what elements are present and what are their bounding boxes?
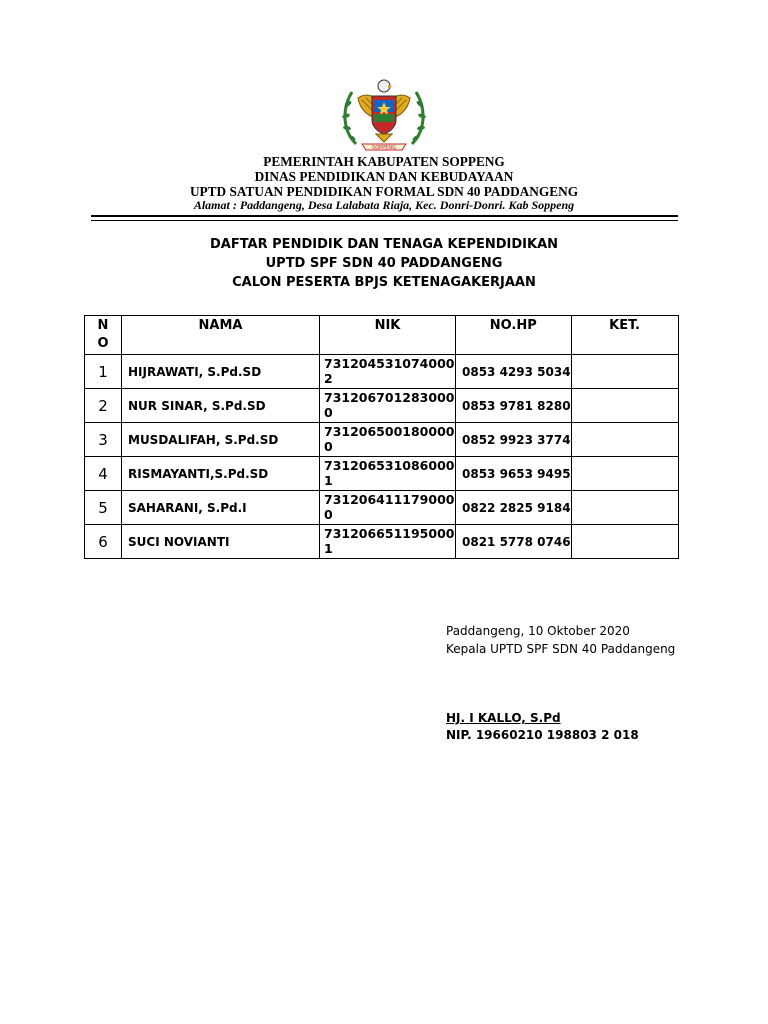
- ribbon-text: SOPPENG: [372, 145, 396, 151]
- header-nohp: NO.HP: [456, 316, 572, 355]
- cell-nama: SAHARANI, S.Pd.I: [122, 491, 320, 525]
- table-row: [85, 457, 679, 491]
- table-row: [85, 491, 679, 525]
- table-row: [85, 355, 679, 389]
- cell-nik: 731206531086000 1: [320, 457, 456, 491]
- eagle-emblem-icon: [336, 74, 432, 154]
- letterhead-thick-divider: [91, 215, 678, 217]
- cell-nama: SUCI NOVIANTI: [122, 525, 320, 559]
- cell-nik: 731206500180000 0: [320, 423, 456, 457]
- cell-nohp: 0822 2825 9184: [456, 491, 572, 525]
- cell-no: 1: [85, 355, 122, 389]
- staff-table: [84, 315, 679, 559]
- cell-nohp: 0853 9653 9495: [456, 457, 572, 491]
- cell-ket: [571, 457, 678, 491]
- letterhead-government: PEMERINTAH KABUPATEN SOPPENG: [263, 154, 505, 169]
- letterhead-thin-divider: [91, 220, 678, 221]
- header-nik: NIK: [320, 316, 456, 355]
- table-row: [85, 525, 679, 559]
- header-ket: KET.: [571, 316, 678, 355]
- letterhead-department: DINAS PENDIDIKAN DAN KEBUDAYAAN: [254, 169, 514, 184]
- table-row: [85, 423, 679, 457]
- table-header-row: [85, 316, 679, 355]
- cell-nama: NUR SINAR, S.Pd.SD: [122, 389, 320, 423]
- cell-no: 4: [85, 457, 122, 491]
- cell-nama: MUSDALIFAH, S.Pd.SD: [122, 423, 320, 457]
- cell-ket: [571, 389, 678, 423]
- cell-ket: [571, 491, 678, 525]
- cell-no: 5: [85, 491, 122, 525]
- header-no-line2: O: [97, 336, 109, 351]
- signature-nip: NIP. 19660210 198803 2 018: [446, 728, 639, 742]
- cell-ket: [571, 525, 678, 559]
- cell-nohp: 0853 4293 5034: [456, 355, 572, 389]
- cell-nama: RISMAYANTI,S.Pd.SD: [122, 457, 320, 491]
- header-no-line1: N: [97, 318, 109, 333]
- cell-nik: 731206411179000 0: [320, 491, 456, 525]
- signature-name: HJ. I KALLO, S.Pd: [446, 711, 561, 725]
- signature-position: Kepala UPTD SPF SDN 40 Paddangeng: [446, 642, 676, 656]
- cell-nama: HIJRAWATI, S.Pd.SD: [122, 355, 320, 389]
- cell-no: 6: [85, 525, 122, 559]
- letterhead-school: UPTD SATUAN PENDIDIKAN FORMAL SDN 40 PADDANGENG: [189, 184, 579, 199]
- cell-nohp: 0853 9781 8280: [456, 389, 572, 423]
- cell-nik: 731204531074000 2: [320, 355, 456, 389]
- cell-no: 2: [85, 389, 122, 423]
- letterhead-address: Alamat : Paddangeng, Desa Lalabata Riaja, Kec. Donri-Donri. Kab Soppeng: [193, 198, 575, 212]
- cell-ket: [571, 355, 678, 389]
- cell-nik: 731206651195000 1: [320, 525, 456, 559]
- signature-place-date: Paddangeng, 10 Oktober 2020: [446, 624, 630, 638]
- document-title: DAFTAR PENDIDIK DAN TENAGA KEPENDIDIKAN: [209, 237, 559, 252]
- document-subtitle-2: CALON PESERTA BPJS KETENAGAKERJAAN: [232, 275, 536, 290]
- cell-nohp: 0852 9923 3774: [456, 423, 572, 457]
- cell-ket: [571, 423, 678, 457]
- cell-no: 3: [85, 423, 122, 457]
- cell-nohp: 0821 5778 0746: [456, 525, 572, 559]
- cell-nik: 731206701283000 0: [320, 389, 456, 423]
- header-nama: NAMA: [122, 316, 320, 355]
- table-row: [85, 389, 679, 423]
- document-subtitle: UPTD SPF SDN 40 PADDANGENG: [265, 256, 503, 271]
- header-no: [85, 316, 122, 355]
